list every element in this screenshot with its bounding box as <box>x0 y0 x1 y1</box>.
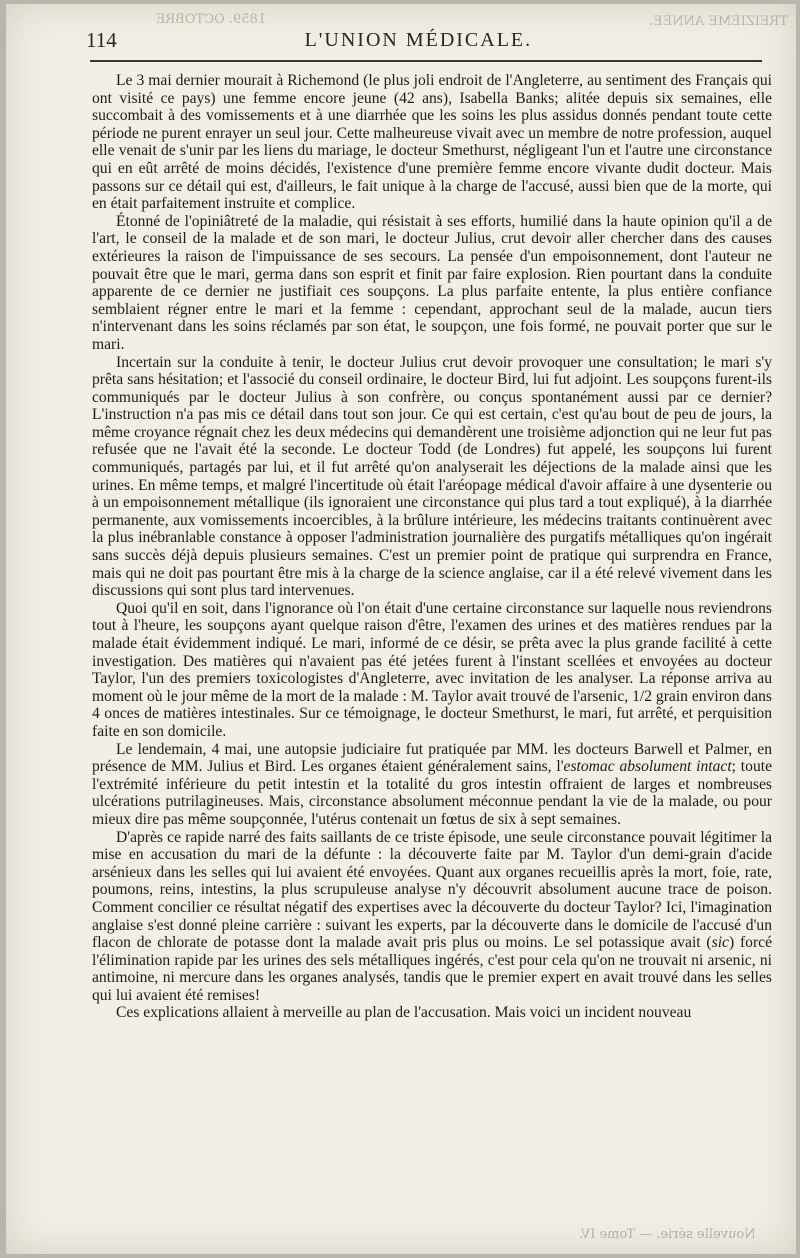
paragraph: Ces explications allaient à merveille au plan de l'accusation. Mais voici un incident nouveau <box>116 1004 692 1022</box>
bleed-through-footer: Nouvelle série. — Tome IV. <box>579 1227 756 1242</box>
journal-title: L'UNION MÉDICALE. <box>304 28 533 51</box>
paragraph: Quoi qu'il en soit, dans l'ignorance où l'on était d'une certaine circonstance sur laquelle nous reviendrons tout à l'heure, les soupçons ayant quelque raison d'être, l'examen des urines et des matières rendues par la malade était évidemment indiqué. Le mari, informé de ce désir, se prêta avec la plus grande facilité à cette investigation. Des matières qui n'avaient pas été jetées furent à l'instant scellées et envoyées au docteur Taylor, l'un des premiers toxicologistes d'Angleterre, avec invitation de les analyser. La réponse arriva au moment où le jour même de la mort de la malade : M. Taylor avait trouvé de l'arsenic, 1/2 grain environ dans 4 onces de matières intestinales. Sur ce témoignage, le docteur Smethurst, le mari, fut arrêté, et perquisition faite en son domicile. <box>92 599 772 740</box>
running-header <box>86 22 760 58</box>
paragraph-text: D'après ce rapide narré des faits saillants de ce triste épisode, une seule circonstance pouvait légitimer la mise en accusation du mari de la défunte : la découverte faite par M. Taylor d'un demi-grain d'acide arsénieux dans les selles qui lui avaient été envoyées. Quant aux organes recueillis après la mort, foie, rate, poumons, reins, intestins, la plus scrupuleuse analyse n'y découvrit absolument aucune trace de poison. Comment concilier ce résultat négatif des expertises avec la découverte du docteur Taylor? Ici, l'imagination anglaise s'est donné pleine carrière : suivant les experts, par la découverte dans le domicile de l'accusé d'un flacon de chlorate de potasse dont la malade avait pris plus ou moins. Le sel potassique avait ( <box>92 828 772 952</box>
bleed-through-text: 1859. OCTOBRE <box>156 12 267 27</box>
paragraph: Incertain sur la conduite à tenir, le docteur Julius crut devoir provoquer une consultation; le mari s'y prêta sans hésitation; et l'associé du conseil ordinaire, le docteur Bird, lui fut adjoint. Les soupçons furent-ils communiqués par le docteur Julius à son confrère, ou conçus spontanément aussi par ce dernier? L'instruction n'a pas mis ce détail dans tout son jour. Ce qui est certain, c'est qu'au bout de peu de jours, la même croyance régnait chez les deux médecins qui demandèrent une troisième adjonction qui ne leur fut pas refusée que ne l'avait été la seconde. Le docteur Todd (de Londres) fut appelé, les soupçons lui furent communiqués, partagés par lui, et il fut arrêté qu'on analyserait les déjections de la malade ainsi que les urines. En même temps, et malgré l'incertitude où était l'aréopage médical d'avoir affaire à une dysenterie ou à un empoisonnement métallique (ils ignoraient une circonstance qui plus tard a tout expliqué), à la diarrhée permanente, aux vomissements incoercibles, à la brûlure intérieure, les médecins traitants continuèrent avec la plus inébranlable constance à opposer l'administration journalière des purgatifs métalliques qu'on ingérait sans succès déjà depuis plusieurs semaines. C'est un premier point de pratique qui surprendra en France, mais qui ne doit pas pourtant être mis à la charge de la science anglaise, car il a été relevé vivement dans les discussions qui sont plus tard intervenues. <box>92 353 772 600</box>
article-body <box>92 72 772 1022</box>
italic-phrase: sic <box>711 934 729 952</box>
page-number: 114 <box>86 27 117 52</box>
paragraph: Étonné de l'opiniâtreté de la maladie, qui résistait à ses efforts, humilié dans la haute opinion qu'il a de l'art, le conseil de la malade et de son mari, le docteur Julius, crut devoir aller chercher dans des causes extérieures la raison de l'impuissance de ses secours. La pensée d'un empoisonnement, dont l'auteur ne pouvait être que le mari, germa dans son esprit et finit par faire explosion. Rien pourtant dans la conduite apparente de ce dernier ne justifiait ces soupçons. La plus parfaite entente, la plus entière confiance semblaient régner entre le mari et la femme : cependant, approchant seul de la malade, aucun tiers n'intervenant dans les soins réclamés par son état, le soupçon, une fois formé, ne pouvait porter que sur le mari. <box>92 212 772 353</box>
italic-phrase: estomac absolument intact <box>563 758 732 776</box>
paragraph <box>92 829 772 1005</box>
newspaper-page <box>6 4 796 1254</box>
paragraph-text: ; toute l'extrémité inférieure du petit intestin et la totalité du gros intestin offraient de larges et nombreuses ulcérations putrilagineuses. Mais, circonstance absolument méconnue pendant la vie de la malade, ou pour mieux dire pas même soupçonnée, l'utérus contenait un fœtus de six à sept semaines. <box>92 758 772 828</box>
bleed-through-text: TREIZIÈME ANNÉE. <box>649 14 788 29</box>
paragraph <box>92 741 772 829</box>
header-rule <box>90 60 762 62</box>
paragraph-text: Le lendemain, 4 mai, une autopsie judiciaire fut pratiquée par MM. les docteurs Barwell et Palmer, en présence de MM. Julius et Bird. Les organes étaient généralement sains, l' <box>92 740 772 776</box>
paragraph-text: ) forcé l'élimination rapide par les urines des sels métalliques ingérés, c'est pour cela qu'on ne trouvait ni arsenic, ni antimoine, ni mercure dans les organes analysés, tandis que le premier expert en avait trouvé dans les selles qui lui avaient été remises! <box>92 934 772 1004</box>
paragraph: Le 3 mai dernier mourait à Richemond (le plus joli endroit de l'Angleterre, au sentiment des Français qui ont visité ce pays) une femme encore jeune (42 ans), Isabella Banks; alitée depuis six semaines, elle succombait à des vomissements et à une diarrhée que les soins les plus assidus donnés pendant toute cette période ne purent enrayer un seul jour. Cette malheureuse vivait avec un membre de notre profession, auquel elle venait de s'unir par les liens du mariage, le docteur Smethurst, négligeant l'un et l'autre une circonstance qui en eût arrêté de moins décidés, l'existence d'une première femme encore vivante dudit docteur. Mais passons sur ce détail qui est, d'ailleurs, le fait unique à la charge de l'accusé, aussi bien que de la morte, qui en était parfaitement instruite et complice. <box>92 72 772 213</box>
